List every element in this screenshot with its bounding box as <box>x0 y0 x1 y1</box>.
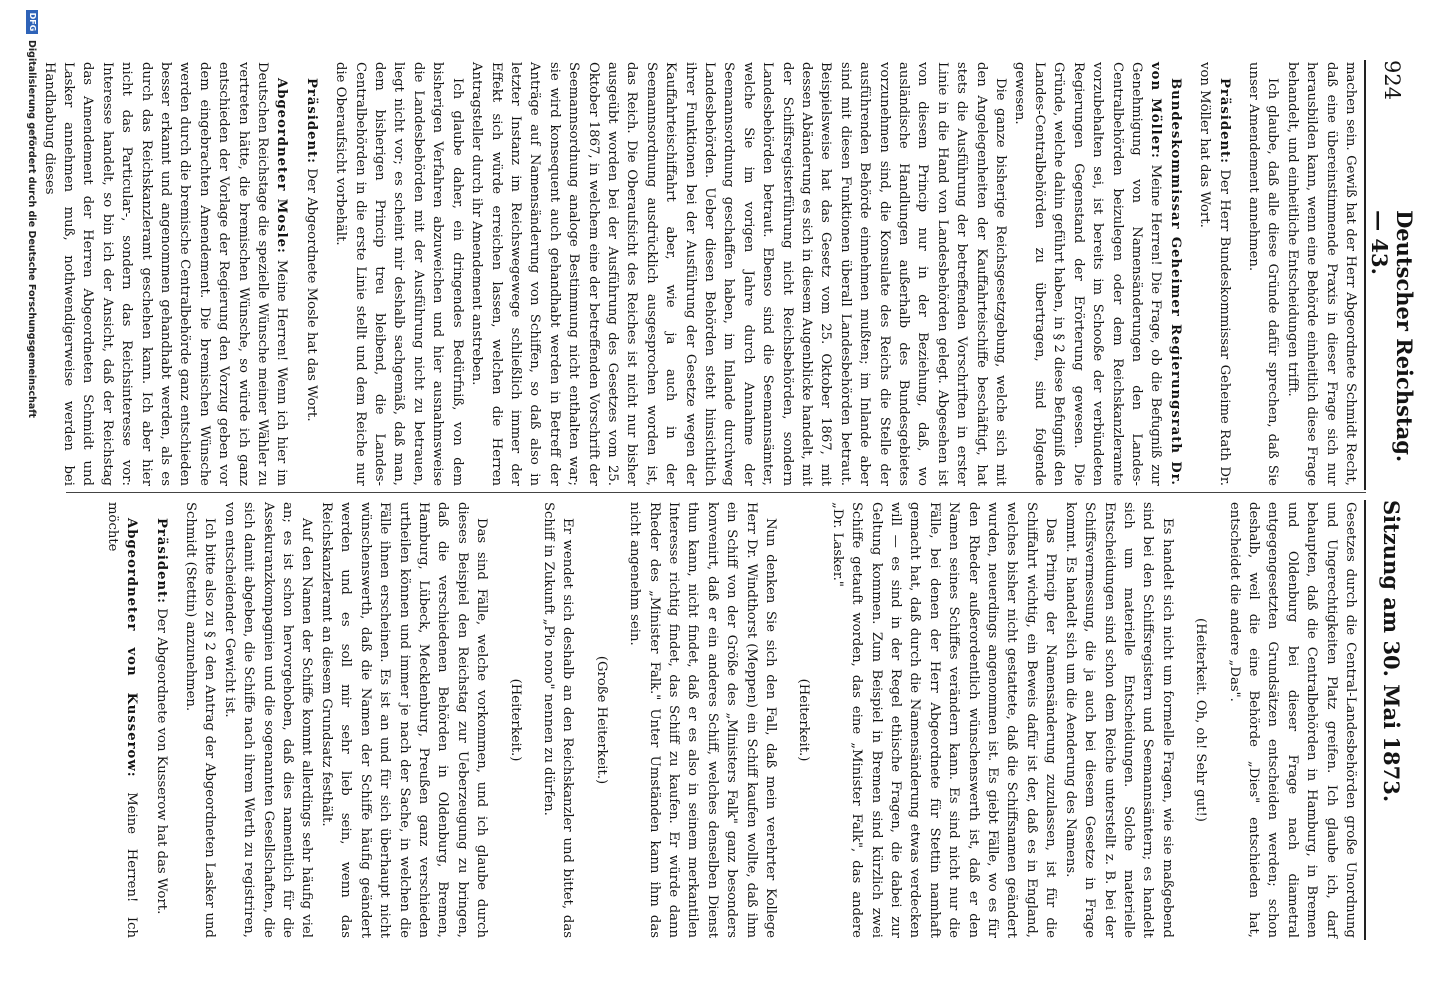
speaker-label: Präsident: <box>1216 78 1232 165</box>
speech-text: Meine Herren! Ich möchte <box>104 502 140 938</box>
stage-direction: (Heiterkeit.) <box>796 678 812 762</box>
speaker-label: Bundeskommissar Geheimer Regierungsrath Dr. von Möller: <box>1148 62 1183 486</box>
stage-direction: (Große Heiterkeit.) <box>593 655 609 785</box>
speech-text: Der Herr Bundeskommissar Geheime Rath Dr. von Möller hat das Wort. <box>1197 62 1232 486</box>
body-paragraph: Es handelt sich nicht um formelle Fragen, wie sie maßgebend sind bei den Schiffsregistern und Seemannsämtern; es handelt sich um materielle Entscheidungen. Solche materielle Entscheidungen sind schon dem Reiche unterstellt z. B. bei der Schiffsvermessung, die ja auch bei diesem Gesetze in Frage kommt. Es handelt sich um die Aenderung des Namens. <box>1062 502 1175 938</box>
left-running-title: Deutscher Reichstag. — 43. <box>1367 210 1417 463</box>
speaker-label: Präsident: <box>153 518 169 605</box>
credit-text: Digitalisierung gefördert durch die Deutsche Forschungsgemeinschaft <box>26 40 37 418</box>
speaker-label: Abgeordneter Mosle: <box>274 78 290 254</box>
body-paragraph: machen sein. Gewiß hat der Herr Abgeordnete Schmidt Recht, daß eine übereinstimmende Praxis in dieser Frage sich nur herausbilden kann, wenn eine Behörde einheitlich diese Frage behandelt, und einheitliche Entscheidungen trifft. <box>1284 62 1358 486</box>
body-paragraph: Das Princip der Namensänderung zuzulassen, ist für die Schiffahrt wichtig, ein Beweis dafür ist der, daß es in England, welches bisher nicht gestattete, daß die Schiffsnamen geändert wurden, neuerdings angenommen ist. Es giebt Fälle, wo es für den Rheder außerordentlich wünschenswerth ist, daß er den Namen seines Schiffes verändern kann. Es sind nicht nur die Fälle, bei denen der Herr Abgeordnete für Stettin namhaft gemacht hat, daß durch die Namensänderung etwas verdecken will — es sind in der Regel ethische Fragen, die dabei zur Geltung kommen. Zum Beispiel in Bremen sind kürzlich zwei Schiffe getauft worden, das eine „Minister Falk", das andere „Dr. Lasker." <box>829 502 1059 938</box>
left-page-number: 924 <box>1380 60 1404 101</box>
speech-text: Der Abgeordnete von Kusserow hat das Wort. <box>153 608 169 915</box>
stage-direction: (Heiterkeit. Oh, oh! Sehr gut!) <box>1193 618 1209 822</box>
speech-text: Der Abgeordnete Mosle hat das Wort. <box>303 168 319 422</box>
body-paragraph: Die ganze bisherige Reichsgesetzgebung, welche sich mit den Angelegenheiten der Kauffahrteischiffe beschäftigt, hat stets die Ausführung der betreffenden Vorschriften in erster Linie in die Hand von Landesbehörden gelegt. Abgesehen ist von diesem Princip nur in der Beziehung, daß, wo ausländische Handlungen außerhalb des Bundesgebietes vorzunehmen sind, die Konsulate des Reichs die Stelle der ausführenden Behörde einnehmen mußten; im Inlande aber sind mit diesen Funktionen überall Landesbehörden betraut. Beispielsweise hat das Gesetz vom 25. Oktober 1867, mit dessen Abänderung es sich in diesem Augenblicke handelt, mit der Schiffsregisterführung nicht Reichsbehörden, sondern Landesbehörden betraut. Ebenso sind die Seemannsämter, welche Sie im vorigen Jahre durch Annahme der Seemannsordnung geschaffen haben, im Inlande durchweg Landesbehörden. Ueber diesen Behörden steht hinsichtlich ihrer Funktionen bei der Ausführung der Gesetze wegen der Kauffahrteischiffahrt aber, wie ja auch in der Seemannsordnung ausdrücklich ausgesprochen worden ist, das Reich. Die Oberaufsicht des Reiches ist nicht nur bisher ausgeübt worden bei der Ausführung des Gesetzes vom 25. Oktober 1867, in welchem eine der betreffenden Vorschrift der Seemannsordnung analoge Bestimmung nicht enthalten war; sie wird konsequent auch gehandhabt werden in Betreff der Anträge auf Namensänderung von Schiffen, so daß also in letzter Instanz im Reichswegewege schließlich immer der Effekt sich würde erreichen lassen, welchen die Herren Antragsteller durch ihr Amendement anstreben. <box>469 62 1009 486</box>
body-paragraph: Ich bitte also zu § 2 den Antrag der Abgeordneten Lasker und Schmidt (Stettin) anzunehmen. <box>183 502 218 938</box>
body-paragraph: Das sind Fälle, welche vorkommen, und ich glaube durch dieses Beispiel den Reichstag zur Ueberzeugung zu bringen, daß die verschiedenen Behörden in Oldenburg, Bremen, Hamburg, Lübeck, Mecklenburg, Preußen ganz verschieden urtheilen können und immer je nach der Sache, in welchen die Fälle ihnen erscheinen. Es ist an und für sich überhaupt nicht wünschenswerth, daß die Namen der Schiffe häufig geändert werden und es soll mir sehr lieb sein, wenn das Reichskanzleramt an diesem Grundsatz festhält. <box>318 502 490 938</box>
body-paragraph: Gesetzes durch die Central-Landesbehörden große Unordnung und Ungerechtigkeiten Platz greifen. Ich glaube ich, darf behaupten, daß die Centralbehörden in Hamburg, in Bremen und Oldenburg bei dieser Frage nach diametral entgegengesetzten Grundsätzen entscheiden werden; schon deshalb, weil die eine Behörde „Dies" entschieden hat, entscheidet die andere „Das". <box>1226 502 1358 938</box>
right-running-title: Sitzung am 30. Mai 1873. <box>1379 500 1405 803</box>
speaker-label: Präsident: <box>303 78 319 165</box>
body-paragraph: Ich glaube, daß alle diese Gründe dafür sprechen, daß Sie unser Amendement annehmen. <box>1245 62 1281 486</box>
body-paragraph: Nun denken Sie sich den Fall, daß mein verehrter Kollege Herr Dr. Windthorst (Meppen) ein Schiff kaufen wollte, daß ihm ein Schiff von der Größe des „Ministers Falk" ganz besonders konvenirt, daß er ein anderes Schiff, welches denselben Dienst thun kann, nicht findet, daß er es also in seinem merkantilen Interesse richtig findet, das Schiff zu kaufen. Er würde dann Rheder des „Minister Falk." Unter Umständen kann ihm das nicht angenehm sein. <box>627 502 779 938</box>
body-paragraph: Auf den Namen der Schiffe kommt allerdings sehr häufig viel an; es ist schon hervorgehoben, daß dies namentlich für die Assekuranzkompagnien und die sogenannten Gesellschaften, die sich damit abgeben, die Schiffe nach ihrem Werth zu registriren, von entscheidender Gewicht ist. <box>221 502 315 938</box>
body-paragraph: Ich glaube daher, ein dringendes Bedürfniß, von dem bisherigen Verfahren abzuweichen und hier ausnahmsweise die Landesbehörden mit der Ausführung nicht zu betrauen, liegt nicht vor; es scheint mir deshalb sachgemäß, daß man, dem bisherigen Princip treu bleibend, die Landes-Centralbehörden in die erste Linie stellt und dem Reiche nur die Oberaufsicht vorbehält. <box>333 62 465 486</box>
speech-text: Meine Herren! Wenn ich hier im Deutschen Reichstage die spezielle Wünsche meiner Wähler zu vertreten hätte, die bremischen Wünsche, so würde ich ganz entschieden der Vorlage der Regierung den Vorzug geben vor dem eingebrachten Amendement. Die bremischen Wünsche werden durch die bremische Centralbehörde ganz entschieden besser erkannt und angenommen gehandhabt werden, als es durch das Reichskanzleramt geschehen kann. Ich aber hier nicht das Particular-, sondern das Reichsinteresse vor: Interesse handelt, so bin ich der Ansicht, daß der Reichstag das Amendement der Herren Abgeordneten Schmidt und Lasker annehmen muß, nothwendigerweise werden bei Handhabung dieses <box>41 62 290 486</box>
body-paragraph: Er wendet sich deshalb an den Reichskanzler und bittet, das Schiff in Zukunft „Pio nono" nennen zu dürfen. <box>540 502 576 938</box>
speaker-label: Abgeordneter von Kusserow: <box>124 518 140 778</box>
dfg-logo: DFG <box>26 10 38 34</box>
speech-text: Meine Herren! Die Frage, ob die Befugniß zur Genehmigung von Namensänderungen den Landes-Centralbehörden beizulegen oder dem Reichskanzleramte vorzubehalten sei, ist bereits im Schooße der verbündeten Regierungen Gegenstand der Erörterung gewesen. Die Gründe, welche dahin geführt haben, in § 2 diese Befugniß den Landes-Centralbehörden zu übertragen, sind folgende gewesen. <box>1012 62 1164 486</box>
stage-direction: (Heiterkeit.) <box>507 678 523 762</box>
